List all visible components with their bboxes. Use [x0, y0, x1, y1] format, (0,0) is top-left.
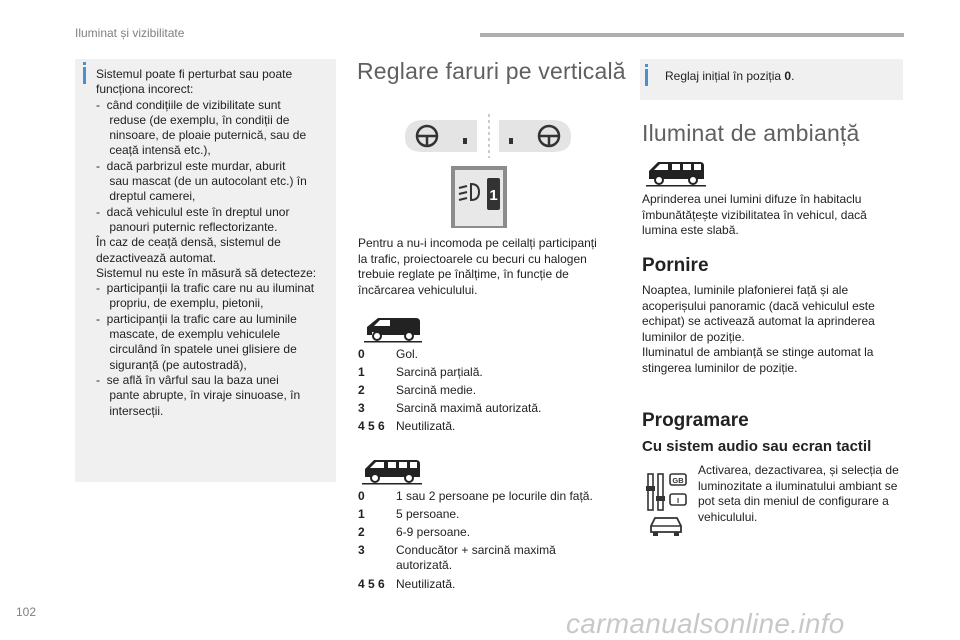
load-description: Neutilizată. — [396, 419, 456, 433]
load-description: Sarcină parțială. — [396, 365, 483, 379]
warning-line: mascate, de exemplu vehiculele — [96, 327, 281, 342]
warning-line: dreptul camerei, — [96, 189, 196, 204]
pornire-paragraph: Iluminatul de ambianță se stinge automat la stingerea luminilor de poziție. — [642, 345, 874, 375]
load-position: 1 — [358, 365, 365, 379]
load-description: Sarcină maximă autorizată. — [396, 401, 542, 415]
load-description: 6-9 persoane. — [396, 525, 471, 539]
watermark: carmanualsonline.info — [566, 608, 845, 639]
load-position: 3 — [358, 543, 365, 557]
headlamp-adjust-illustration — [405, 112, 580, 232]
warning-line: sau mascat (de un autocolant etc.) în — [96, 174, 307, 189]
section-title: Iluminat și vizibilitate — [75, 26, 185, 40]
load-position: 1 — [358, 507, 365, 521]
load-description: 1 sau 2 persoane pe locurile din față. — [396, 489, 593, 503]
ambient-section-title: Iluminat de ambianță — [642, 120, 860, 146]
settings-badge-label: GB — [672, 476, 684, 485]
warning-line: pante abrupte, în viraje sinuoase, în — [96, 388, 301, 403]
warning-line: În caz de ceață densă, sistemul de — [96, 235, 281, 250]
load-description: Sarcină medie. — [396, 383, 477, 397]
initial-setting-note — [640, 59, 903, 100]
load-description: Gol. — [396, 347, 419, 361]
load-description: Neutilizată. — [396, 577, 456, 591]
settings-sliders-icon — [645, 472, 689, 540]
load-position: 2 — [358, 383, 365, 397]
page-number: 102 — [16, 605, 37, 619]
note-text — [665, 69, 794, 83]
warning-line: ninsoare, de ploaie puternică, sau de — [96, 128, 307, 143]
warning-line: - dacă parbrizul este murdar, aburit — [96, 158, 286, 173]
load-position: 2 — [358, 525, 365, 539]
note-suffix: . — [791, 69, 795, 83]
pornire-heading: Pornire — [642, 255, 709, 276]
passenger-van-icon — [362, 455, 422, 485]
note-bold-value: 0 — [784, 69, 792, 83]
load-position: 4 5 6 — [358, 419, 385, 433]
header-rule — [480, 33, 904, 37]
warning-info-box — [75, 59, 336, 482]
warning-line: reduse (de exemplu, în condiții de — [96, 112, 290, 127]
warning-line: funcționa incorect: — [96, 82, 194, 97]
warning-text — [96, 67, 331, 419]
audio-system-heading: Cu sistem audio sau ecran tactil — [642, 438, 872, 455]
ambient-intro: Aprinderea unei lumini difuze în habitaclu îmbunătățește vizibilitatea în vehicul, dacă lumina este slabă. — [642, 192, 867, 237]
warning-line: siguranță (pe autostradă), — [96, 357, 247, 372]
pornire-paragraph: Noaptea, luminile plafonierei față și ale acoperișului panoramic (dacă vehiculul este echipat) se activează automat la aprinderea luminilor de poziție. — [642, 283, 875, 344]
passenger-van-icon — [646, 157, 706, 187]
warning-line: panouri puternic reflectorizante. — [96, 219, 278, 234]
warning-line: intersecții. — [96, 403, 164, 418]
programare-heading: Programare — [642, 410, 749, 431]
warning-line: - când condițiile de vizibilitate sunt — [96, 97, 281, 112]
warning-line: circulând în spatele unei glisiere de — [96, 342, 297, 357]
load-position: 0 — [358, 489, 365, 503]
pornire-text — [642, 283, 900, 376]
warning-line: dezactivează automat. — [96, 250, 217, 265]
load-position: 4 5 6 — [358, 577, 385, 591]
warning-line: Sistemul nu este în măsură să detecteze: — [96, 265, 317, 280]
load-position: 3 — [358, 401, 365, 415]
settings-badge-label: I — [676, 496, 680, 505]
warning-line: - se află în vârful sau la baza unei — [96, 372, 279, 387]
car-front-icon — [651, 518, 681, 536]
info-marker-icon — [83, 67, 86, 84]
thumbwheel-value: 1 — [489, 187, 498, 204]
warning-line: ceață intensă etc.), — [96, 143, 211, 158]
warning-line: - participanții la trafic care nu au iluminat — [96, 281, 315, 296]
warning-line: propriu, de exemplu, pietonii, — [96, 296, 264, 311]
warning-line: Sistemul poate fi perturbat sau poate — [96, 67, 293, 81]
headlamp-intro: Pentru a nu-i incomoda pe ceilalți participanți la trafic, proiectoarele cu becuri cu halogen trebuie reglate pe înălțime, în funcție de încărcarea vehiculului. — [358, 236, 597, 297]
warning-line: - participanții la trafic care au luminile — [96, 311, 297, 326]
headlamp-section-title: Reglare faruri pe verticală — [357, 58, 626, 84]
warning-line: - dacă vehiculul este în dreptul unor — [96, 204, 290, 219]
load-position: 0 — [358, 347, 365, 361]
info-marker-icon — [645, 69, 648, 86]
load-description: Conducător + sarcină maximă autorizată. — [396, 543, 556, 572]
load-description: 5 persoane. — [396, 507, 460, 521]
note-prefix: Reglaj inițial în poziția — [665, 69, 785, 83]
car-profile-icon — [463, 138, 467, 144]
audio-system-text: Activarea, dezactivarea, și selecția de luminozitate a iluminatului ambiant se pot seta din meniul de configurare a vehiculului. — [698, 463, 899, 524]
van-icon — [364, 313, 422, 343]
